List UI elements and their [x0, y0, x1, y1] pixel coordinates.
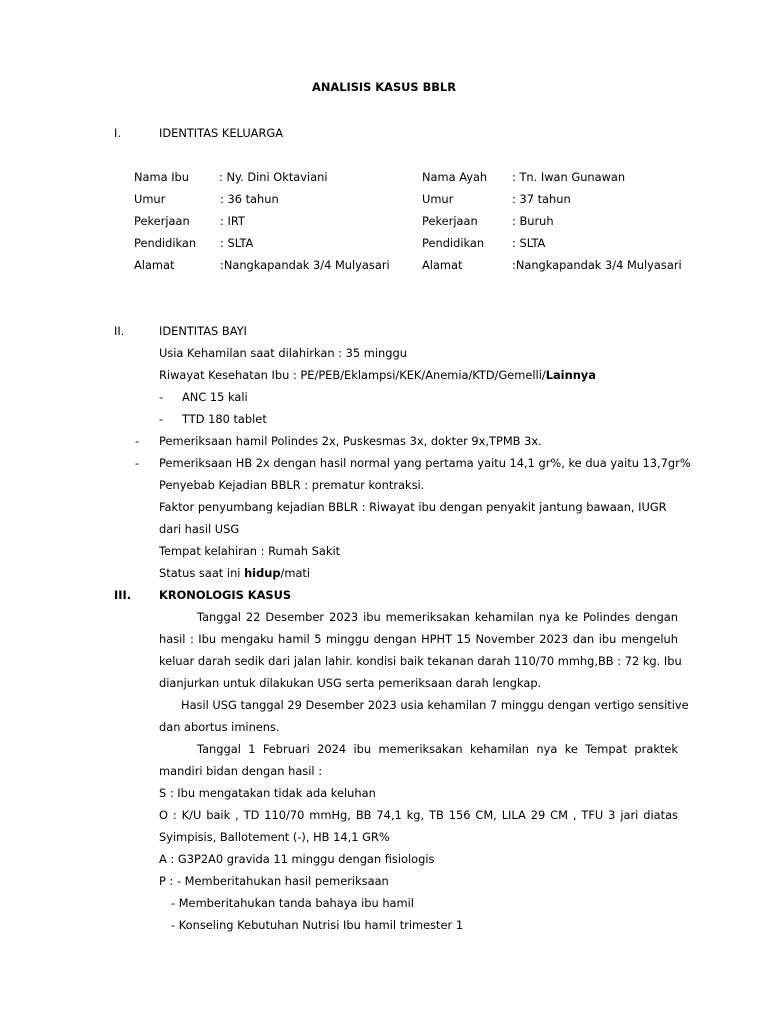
contributing-factor-line-2: dari hasil USG — [159, 522, 240, 536]
soap-plan-line-2: - Memberitahukan tanda bahaya ibu hamil — [171, 896, 414, 910]
maternal-history-text: Riwayat Kesehatan Ibu : PE/PEB/Eklampsi/KEK/Anemia/KTD/Gemelli/ — [159, 368, 546, 382]
section-1-number: I. — [114, 126, 121, 140]
soap-objective-line-2: Syimpisis, Ballotement (-), HB 14,1 GR% — [159, 830, 390, 844]
father-education-label: Pendidikan — [422, 236, 485, 250]
maternal-health-history — [159, 368, 596, 382]
chronology-p1-line-1: Tanggal 22 Desember 2023 ibu memeriksakan kehamilan nya ke Polindes dengan — [197, 610, 678, 624]
status-suffix: /mati — [280, 566, 311, 580]
father-job-label: Pekerjaan — [422, 214, 478, 228]
soap-objective-line-1: O : K/U baik , TD 110/70 mmHg, BB 74,1 kg, TB 156 CM, LILA 29 CM , TFU 3 jari diatas — [159, 808, 678, 822]
section-2-number: II. — [114, 324, 125, 338]
chronology-p1-line-3: keluar darah sedik dari jalan lahir. kondisi baik tekanan darah 110/70 mmhg,BB : 72 kg. Ibu — [159, 654, 682, 668]
mother-education-value: : SLTA — [220, 236, 254, 250]
soap-assessment: A : G3P2A0 gravida 11 minggu dengan fisiologis — [159, 852, 435, 866]
chronology-p1-line-2: hasil : Ibu mengaku hamil 5 minggu dengan HPHT 15 November 2023 dan ibu mengeluh — [159, 632, 678, 646]
father-address-label: Alamat — [422, 258, 463, 272]
gestational-age: Usia Kehamilan saat dilahirkan : 35 minggu — [159, 346, 407, 360]
father-address-value: :Nangkapandak 3/4 Mulyasari — [512, 258, 682, 272]
section-1-heading: IDENTITAS KELUARGA — [159, 126, 283, 140]
mother-education-label: Pendidikan — [134, 236, 197, 250]
exam-bullet: - — [135, 434, 140, 448]
ttd-bullet: - — [159, 412, 164, 426]
chronology-p3-line-2: mandiri bidan dengan hasil : — [159, 764, 323, 778]
chronology-p2-line-1: Hasil USG tanggal 29 Desember 2023 usia kehamilan 7 minggu dengan vertigo sensitive — [181, 698, 689, 712]
chronology-p3-line-1: Tanggal 1 Februari 2024 ibu memeriksakan kehamilan nya ke Tempat praktek — [197, 742, 678, 756]
mother-name-label: Nama Ibu — [134, 170, 190, 184]
father-age-value: : 37 tahun — [512, 192, 571, 206]
page-title: ANALISIS KASUS BBLR — [312, 80, 456, 94]
mother-age-value: : 36 tahun — [220, 192, 279, 206]
mother-age-label: Umur — [134, 192, 166, 206]
pregnancy-exam-summary: Pemeriksaan hamil Polindes 2x, Puskesmas 3x, dokter 9x,TPMB 3x. — [159, 434, 542, 448]
mother-address-value: :Nangkapandak 3/4 Mulyasari — [220, 258, 390, 272]
contributing-factor-line-1: Faktor penyumbang kejadian BBLR : Riwayat ibu dengan penyakit jantung bawaan, IUGR — [159, 500, 667, 514]
soap-plan-line-1: P : - Memberitahukan hasil pemeriksaan — [159, 874, 389, 888]
section-3-heading: KRONOLOGIS KASUS — [159, 588, 292, 602]
hb-exam-summary: Pemeriksaan HB 2x dengan hasil normal yang pertama yaitu 14,1 gr%, ke dua yaitu 13,7gr% — [159, 456, 691, 470]
mother-job-value: : IRT — [220, 214, 245, 228]
father-name-label: Nama Ayah — [422, 170, 488, 184]
birth-place: Tempat kelahiran : Rumah Sakit — [159, 544, 341, 558]
chronology-p1-line-4: dianjurkan untuk dilakukan USG serta pemeriksaan darah lengkap. — [159, 676, 542, 690]
hb-bullet: - — [135, 456, 140, 470]
current-status — [159, 566, 310, 580]
anc-count: ANC 15 kali — [182, 390, 248, 404]
father-education-value: : SLTA — [512, 236, 546, 250]
mother-name-value: : Ny. Dini Oktaviani — [219, 170, 328, 184]
chronology-p2-line-2: dan abortus iminens. — [159, 720, 280, 734]
bblr-cause: Penyebab Kejadian BBLR : prematur kontraksi. — [159, 478, 425, 492]
mother-job-label: Pekerjaan — [134, 214, 190, 228]
soap-subjective: S : Ibu mengatakan tidak ada keluhan — [159, 786, 376, 800]
ttd-count: TTD 180 tablet — [182, 412, 267, 426]
father-name-value: : Tn. Iwan Gunawan — [512, 170, 626, 184]
maternal-history-selected: Lainnya — [545, 368, 596, 382]
soap-plan-line-3: - Konseling Kebutuhan Nutrisi Ibu hamil trimester 1 — [171, 918, 464, 932]
father-age-label: Umur — [422, 192, 454, 206]
father-job-value: : Buruh — [512, 214, 554, 228]
anc-bullet: - — [159, 390, 164, 404]
status-prefix: Status saat ini — [159, 566, 245, 580]
section-2-heading: IDENTITAS BAYI — [159, 324, 247, 338]
section-3-number: III. — [114, 588, 132, 602]
status-selected: hidup — [244, 566, 281, 580]
mother-address-label: Alamat — [134, 258, 175, 272]
